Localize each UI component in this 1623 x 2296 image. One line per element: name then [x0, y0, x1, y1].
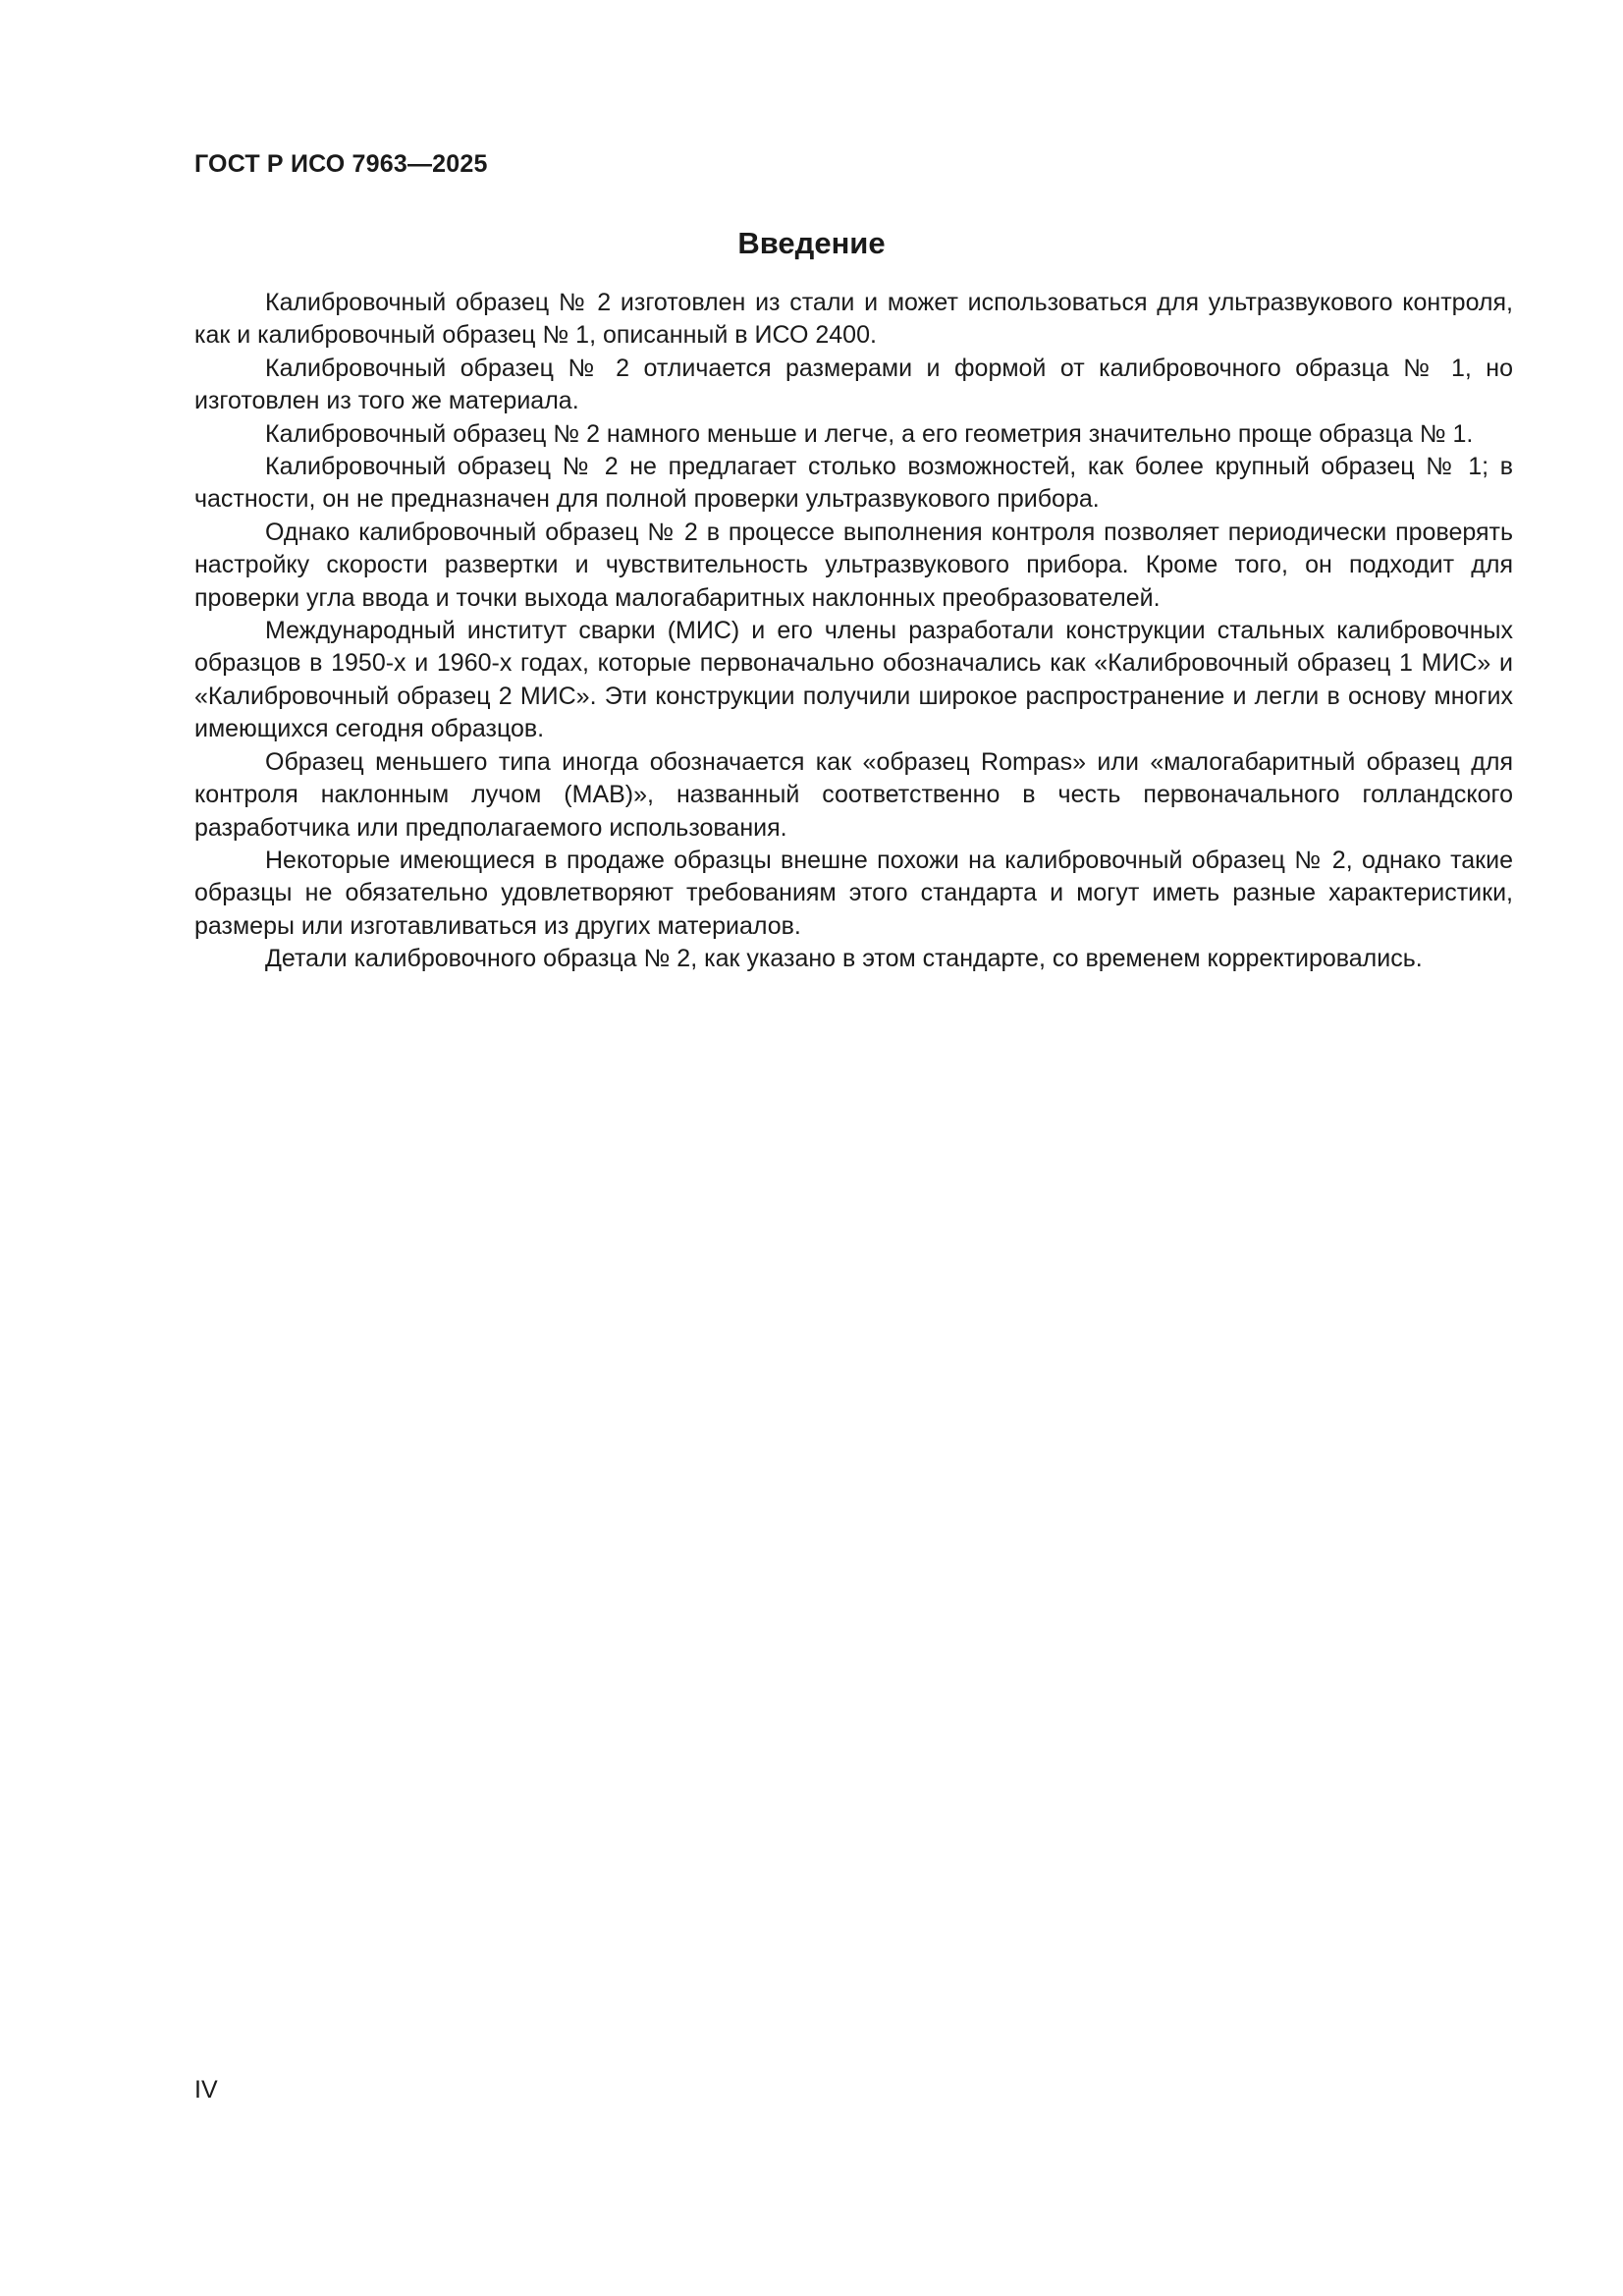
paragraph: Калибровочный образец № 2 намного меньше и легче, а его геометрия значительно проще образца № 1. — [265, 419, 1474, 448]
paragraph: Однако калибровочный образец № 2 в процессе выполнения контроля позволяет периодически проверять настройку скорости развертки и чувствительность ультразвукового прибора. Кроме того, он подходит для проверки угла ввода и точки выхода малогабаритных наклонных преобразователей. — [194, 518, 1513, 612]
introduction-body — [194, 287, 1513, 976]
paragraph: Калибровочный образец № 2 отличается размерами и формой от калибровочного образца № 1, но изготовлен из того же материала. — [194, 354, 1513, 415]
paragraph: Международный институт сварки (МИС) и его члены разработали конструкции стальных калибровочных образцов в 1950-х и 1960-х годах, которые первоначально обозначались как «Калибровочный образец 1 МИС» и «Калибровочный образец 2 МИС». Эти конструкции получили широкое распространение и легли в основу многих имеющихся сегодня образцов. — [194, 617, 1513, 743]
paragraph: Образец меньшего типа иногда обозначается как «образец Rompas» или «малогабаритный образец для контроля наклонным лучом (MAB)», названный соответственно в честь первоначального голландского разработчика или предполагаемого использования. — [194, 747, 1513, 842]
paragraph: Калибровочный образец № 2 не предлагает столько возможностей, как более крупный образец № 1; в частности, он не предназначен для полной проверки ультразвукового прибора. — [194, 453, 1513, 514]
paragraph: Некоторые имеющиеся в продаже образцы внешне похожи на калибровочный образец № 2, однако такие образцы не обязательно удовлетворяют требованиям этого стандарта и могут иметь разные характеристики, размеры или изготавливаться из других материалов. — [194, 846, 1513, 940]
document-code: ГОСТ Р ИСО 7963—2025 — [194, 150, 488, 178]
section-title: Введение — [737, 226, 886, 260]
page-number: IV — [194, 2076, 218, 2104]
paragraph: Калибровочный образец № 2 изготовлен из стали и может использоваться для ультразвукового контроля, как и калибровочный образец № 1, описанный в ИСО 2400. — [194, 289, 1513, 350]
paragraph: Детали калибровочного образца № 2, как указано в этом стандарте, со временем корректировались. — [265, 945, 1423, 973]
